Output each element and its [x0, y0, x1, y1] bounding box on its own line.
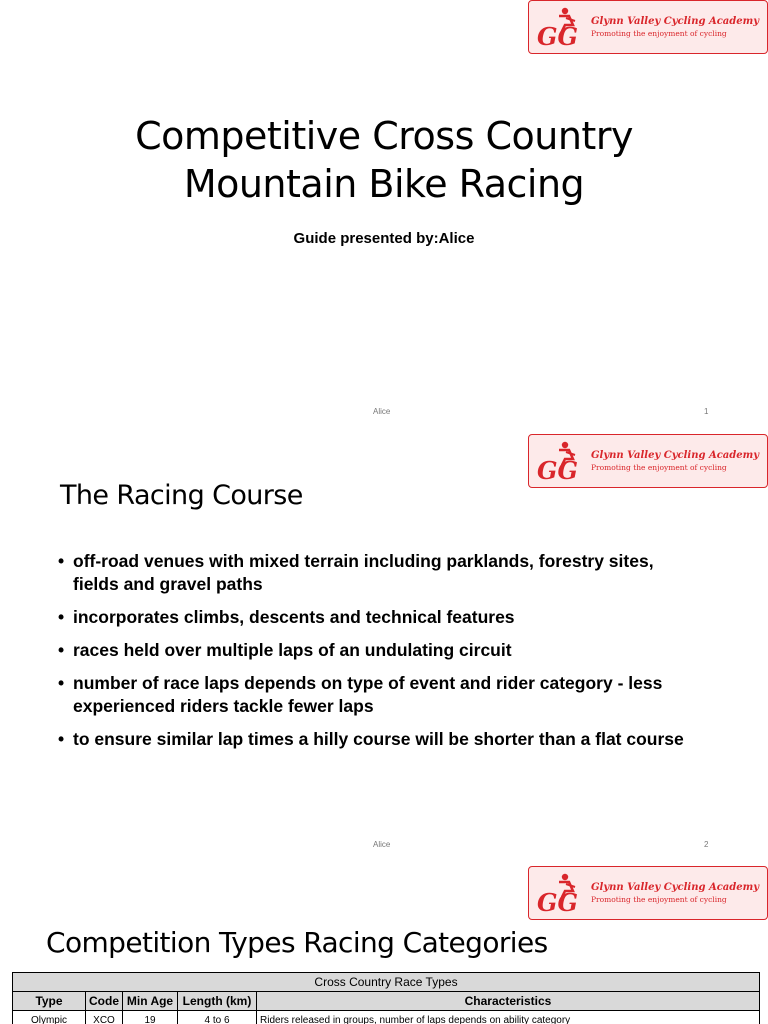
cyclist-gg-logo-icon [535, 5, 591, 51]
academy-logo [528, 866, 768, 920]
svg-text:GG: GG [537, 456, 578, 485]
academy-tagline: Promoting the enjoyment of cycling [591, 895, 727, 904]
bullet-text: races held over multiple laps of an undulating circuit [73, 640, 512, 660]
academy-name: Glynn Valley Cycling Academy [591, 16, 760, 27]
bullet-text: off-road venues with mixed terrain including parklands, forestry sites, fields and gravel paths [73, 551, 654, 594]
title-line-1: Competitive Cross Country [135, 114, 633, 158]
footer-author: Alice [373, 840, 391, 849]
page-number: 1 [704, 407, 709, 416]
bullet-text: number of race laps depends on type of event and rider category - less experienced riders tackle fewer laps [73, 673, 663, 716]
bullet-icon: • [58, 673, 65, 693]
cyclist-gg-logo-icon [535, 871, 591, 917]
bullet-icon: • [58, 729, 65, 749]
column-header-min-age: Min Age [123, 992, 178, 1011]
column-header-code: Code [86, 992, 123, 1011]
presentation-title [0, 112, 768, 208]
bullet-item [58, 672, 698, 718]
column-header-type: Type [13, 992, 86, 1011]
bullet-item [58, 728, 698, 751]
bullet-text: to ensure similar lap times a hilly course will be shorter than a flat course [73, 729, 684, 749]
page-number: 2 [704, 840, 709, 849]
slide-1 [0, 0, 768, 432]
bullet-item [58, 639, 698, 662]
svg-text:GG: GG [537, 888, 578, 917]
academy-logo [528, 434, 768, 488]
bullet-icon: • [58, 607, 65, 627]
table-caption-row [13, 973, 760, 992]
academy-tagline: Promoting the enjoyment of cycling [591, 463, 727, 472]
column-header-length: Length (km) [178, 992, 257, 1011]
slide-3 [0, 864, 768, 1024]
slide-2 [0, 432, 768, 864]
academy-name: Glynn Valley Cycling Academy [591, 450, 760, 461]
cell-code: XCO [86, 1011, 123, 1024]
table-header-row [13, 992, 760, 1011]
race-types-table [12, 972, 760, 1024]
academy-name: Glynn Valley Cycling Academy [591, 882, 760, 893]
title-line-2: Mountain Bike Racing [183, 162, 585, 206]
cell-characteristics: Riders released in groups, number of laps depends on ability category [257, 1011, 760, 1024]
bullet-icon: • [58, 640, 65, 660]
svg-text:GG: GG [537, 22, 578, 51]
bullet-item [58, 606, 698, 629]
table-row [13, 1011, 760, 1024]
bullet-list [58, 550, 698, 761]
table-caption: Cross Country Race Types [13, 973, 760, 992]
academy-logo [528, 0, 768, 54]
cell-min-age: 19 [123, 1011, 178, 1024]
slide-title: The Racing Course [60, 480, 303, 511]
presenter-subtitle: Guide presented by:Alice [293, 230, 475, 247]
cell-length: 4 to 6 [178, 1011, 257, 1024]
bullet-icon: • [58, 551, 65, 571]
cyclist-gg-logo-icon [535, 439, 591, 485]
slide-title: Competition Types Racing Categories [46, 926, 548, 959]
footer-author: Alice [373, 407, 391, 416]
cell-type: Olympic [13, 1011, 86, 1024]
bullet-item [58, 550, 698, 596]
academy-tagline: Promoting the enjoyment of cycling [591, 29, 727, 38]
column-header-characteristics: Characteristics [257, 992, 760, 1011]
bullet-text: incorporates climbs, descents and technical features [73, 607, 515, 627]
